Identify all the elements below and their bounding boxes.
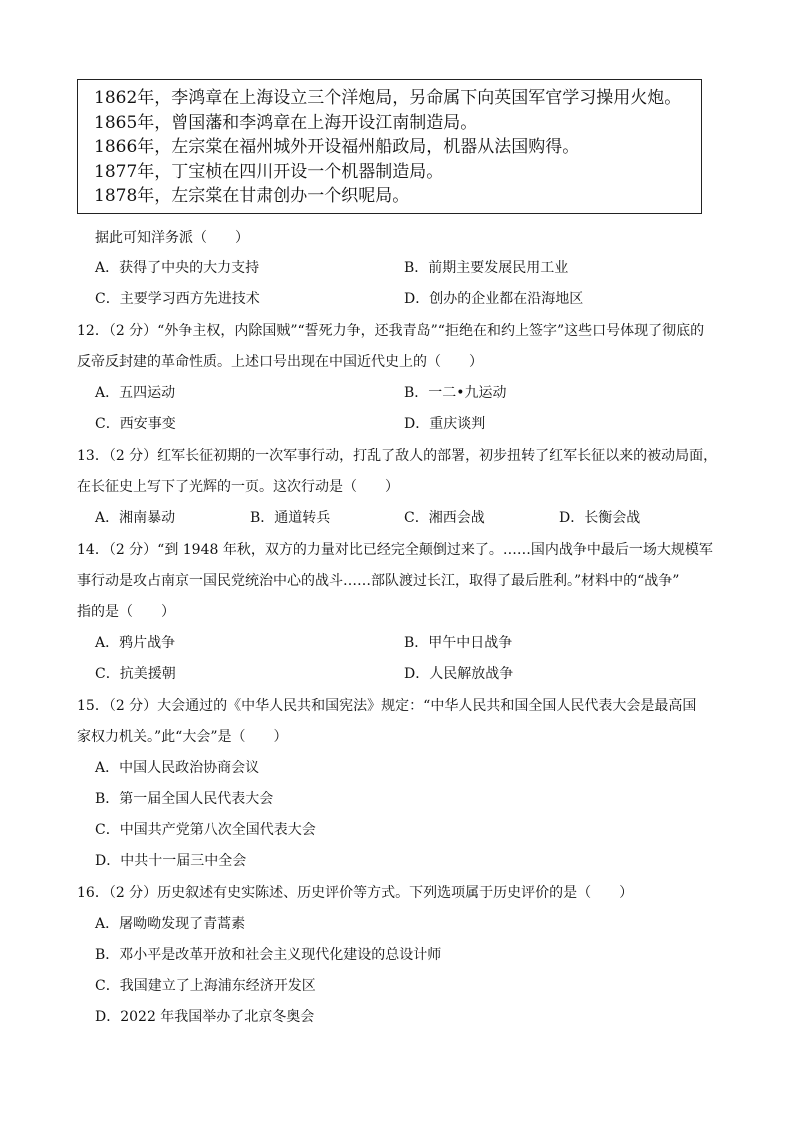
question-15-line-1: 15．（2 分）大会通过的《中华人民共和国宪法》规定：“中华人民共和国全国人民代表大会是最高国 <box>77 698 697 714</box>
q14-option-a: A．鸦片战争 <box>95 635 176 651</box>
question-14-line-2: 事行动是攻占南京一国民党统治中心的战斗……部队渡过长江，取得了最后胜利。”材料中的“战争” <box>77 573 680 589</box>
q13-option-b: B．通道转兵 <box>250 510 331 526</box>
question-12-line-2: 反帝反封建的革命性质。上述口号出现在中国近代史上的（ ） <box>77 354 483 370</box>
q16-option-a: A．屠呦呦发现了青蒿素 <box>95 916 246 932</box>
material-line: 1866年，左宗棠在福州城外开设福州船政局，机器从法国购得。 <box>94 137 580 157</box>
q13-option-d: D．长衡会战 <box>559 510 641 526</box>
q12-option-b: B．一二•九运动 <box>404 385 507 401</box>
q11-option-a: A．获得了中央的大力支持 <box>95 260 260 276</box>
q14-option-b: B．甲午中日战争 <box>404 635 513 651</box>
q15-option-a: A．中国人民政治协商会议 <box>95 760 260 776</box>
material-line: 1862年，李鸿章在上海设立三个洋炮局，另命属下向英国军官学习操用火炮。 <box>94 88 682 108</box>
material-line: 1865年，曾国藩和李鸿章在上海开设江南制造局。 <box>94 112 478 133</box>
q11-option-b: B．前期主要发展民用工业 <box>404 260 569 276</box>
question-12-line-1: 12．（2 分）“外争主权，内除国贼”“誓死力争，还我青岛”“拒绝在和约上签字”这些口号体现了彻底的 <box>77 323 705 339</box>
q11-option-c: C．主要学习西方先进技术 <box>95 291 260 307</box>
question-14-line-1: 14．（2 分）“到 1948 年秋，双方的力量对比已经完全颠倒过来了。……国内战争中最后一场大规模军 <box>77 542 713 558</box>
q12-option-a: A．五四运动 <box>95 385 176 401</box>
question-13-line-2: 在长征史上写下了光辉的一页。这次行动是（ ） <box>77 479 399 495</box>
q16-option-b: B．邓小平是改革开放和社会主义现代化建设的总设计师 <box>95 947 442 963</box>
q16-option-c: C．我国建立了上海浦东经济开发区 <box>95 978 316 994</box>
material-line: 1878年，左宗棠在甘肃创办一个织呢局。 <box>94 186 410 206</box>
question-15-line-2: 家权力机关。”此“大会”是（ ） <box>77 729 288 745</box>
question-14-line-3: 指的是（ ） <box>77 604 175 620</box>
material-line: 1877年，丁宝桢在四川开设一个机器制造局。 <box>94 161 444 182</box>
q14-option-c: C．抗美援朝 <box>95 666 176 682</box>
q12-option-c: C．西安事变 <box>95 416 176 432</box>
q15-option-b: B．第一届全国人民代表大会 <box>95 791 274 807</box>
q16-option-d: D．2022 年我国举办了北京冬奥会 <box>95 1009 315 1025</box>
q14-option-d: D．人民解放战争 <box>404 666 514 682</box>
q15-option-d: D．中共十一届三中全会 <box>95 853 247 869</box>
q15-option-c: C．中国共产党第八次全国代表大会 <box>95 822 316 838</box>
q13-option-c: C．湘西会战 <box>404 510 485 526</box>
material-box <box>77 79 702 214</box>
q12-option-d: D．重庆谈判 <box>404 416 486 432</box>
question-11-stem: 据此可知洋务派（ ） <box>95 230 249 246</box>
question-13-line-1: 13．（2 分）红军长征初期的一次军事行动，打乱了敌人的部署，初步扭转了红军长征以来的被动局面， <box>77 448 718 464</box>
q13-option-a: A．湘南暴动 <box>95 510 176 526</box>
q11-option-d: D．创办的企业都在沿海地区 <box>404 291 584 307</box>
question-16-line-1: 16．（2 分）历史叙述有史实陈述、历史评价等方式。下列选项属于历史评价的是（ ） <box>77 885 634 901</box>
